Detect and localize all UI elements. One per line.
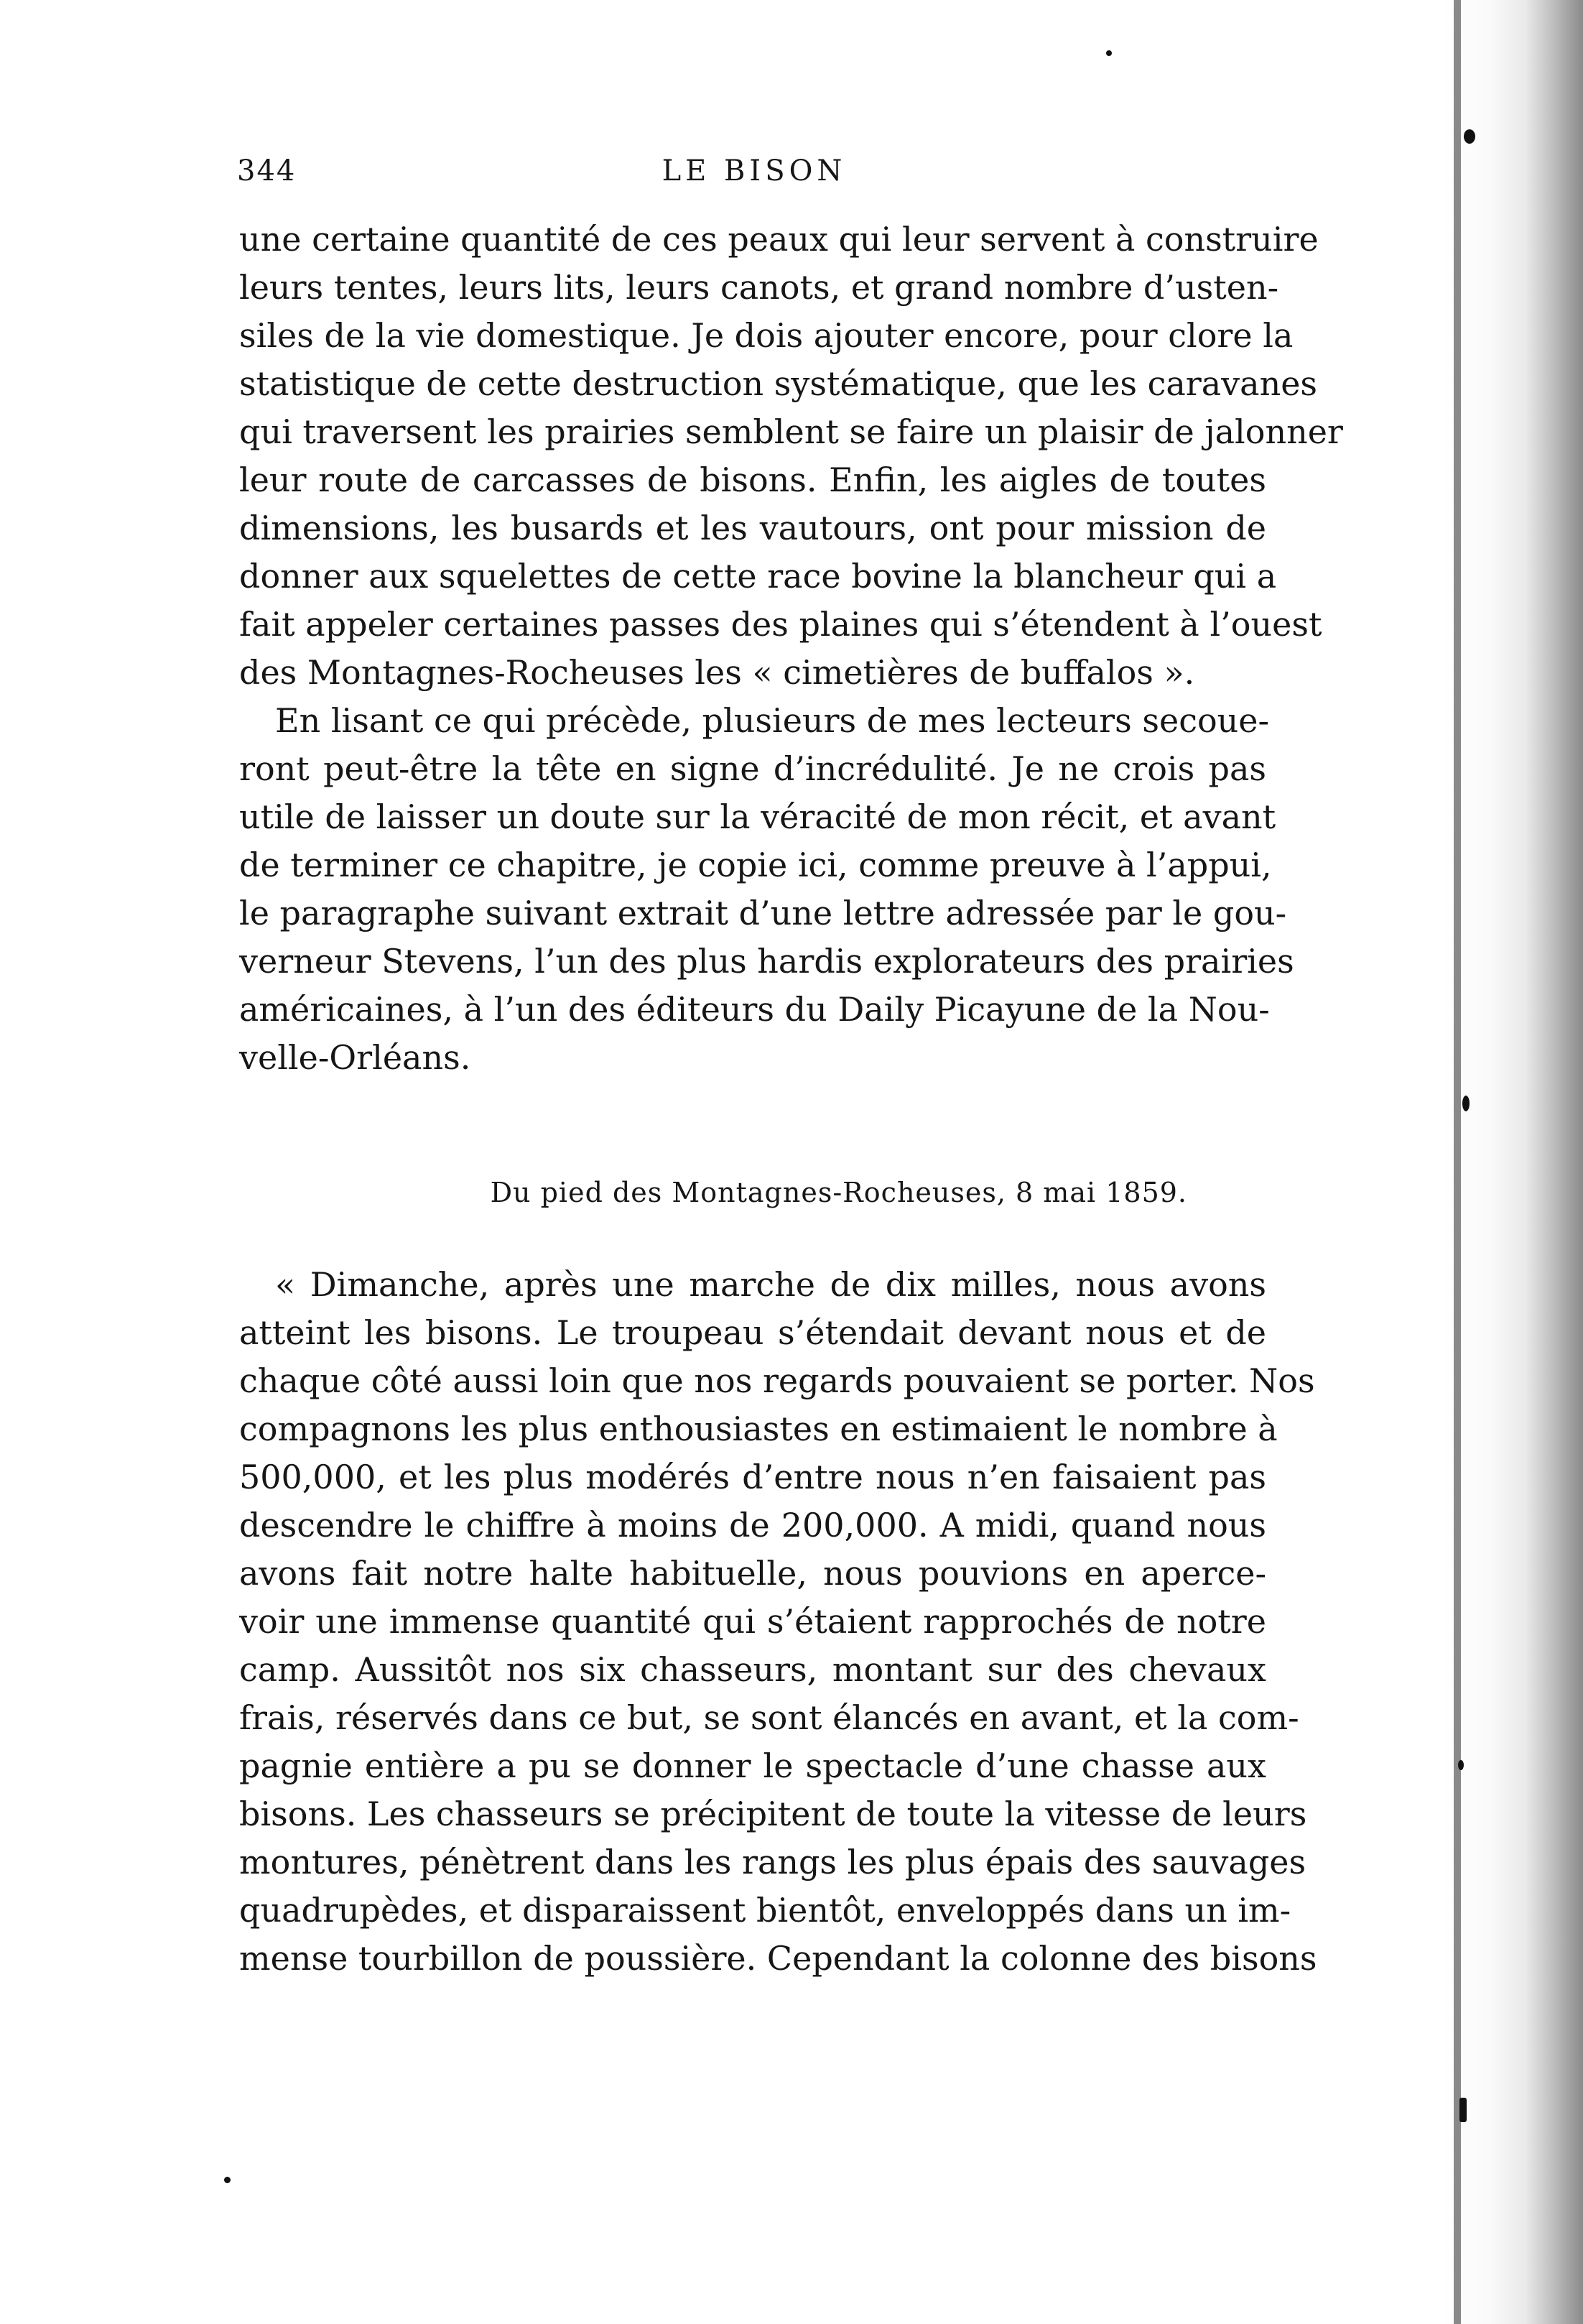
text-line: siles de la vie domestique. Je dois ajouter encore, pour clore la (239, 316, 1294, 355)
text-line: quadrupèdes, et disparaissent bientôt, enveloppés dans un im- (239, 1891, 1291, 1930)
text-line: voir une immense quantité qui s’étaient rapprochés de notre (239, 1602, 1266, 1641)
text-line: mense tourbillon de poussière. Cependant la colonne des bisons (239, 1939, 1317, 1978)
text-line: une certaine quantité de ces peaux qui leur servent à construire (239, 220, 1319, 259)
speck (1458, 1760, 1464, 1770)
text-line: velle-Orléans. (239, 1038, 471, 1077)
text-line: donner aux squelettes de cette race bovine la blancheur qui a (239, 557, 1277, 596)
main-text-quote (239, 1261, 1317, 1983)
text-line: compagnons les plus enthousiastes en estimaient le nombre à (239, 1409, 1278, 1448)
text-line: avons fait notre halte habituelle, nous pouvions en aperce- (239, 1554, 1266, 1593)
speck (1462, 1096, 1470, 1111)
page-binding-edge (1439, 0, 1583, 2324)
speck (224, 2177, 231, 2183)
text-line: descendre le chiffre à moins de 200,000. A midi, quand nous (239, 1506, 1266, 1545)
text-line: pagnie entière a pu se donner le spectacle d’une chasse aux (239, 1746, 1266, 1785)
text-line: dimensions, les busards et les vautours, ont pour mission de (239, 509, 1266, 547)
text-line: 500,000, et les plus modérés d’entre nous n’en faisaient pas (239, 1458, 1266, 1496)
text-line: camp. Aussitôt nos six chasseurs, montant sur des chevaux (239, 1650, 1266, 1689)
text-line: montures, pénètrent dans les rangs les plus épais des sauvages (239, 1843, 1306, 1881)
text-line: frais, réservés dans ce but, se sont élancés en avant, et la com- (239, 1698, 1299, 1737)
text-line: qui traversent les prairies semblent se faire un plaisir de jalonner (239, 412, 1343, 451)
text-line: fait appeler certaines passes des plaines qui s’étendent à l’ouest (239, 605, 1322, 644)
text-line: « Dimanche, après une marche de dix milles, nous avons (275, 1265, 1266, 1304)
running-title: LE BISON (661, 154, 847, 188)
main-text-top (239, 216, 1343, 1082)
text-line: statistique de cette destruction systématique, que les caravanes (239, 364, 1318, 403)
speck (1106, 50, 1112, 56)
text-line: atteint les bisons. Le troupeau s’étendait devant nous et de (239, 1313, 1266, 1352)
page-binding-shadow (1454, 0, 1461, 2324)
text-line: américaines, à l’un des éditeurs du Daily Picayune de la Nou- (239, 990, 1270, 1029)
letter-dateline: Du pied des Montagnes-Rocheuses, 8 mai 1859. (490, 1177, 1187, 1208)
text-line: des Montagnes-Rocheuses les « cimetières de buffalos ». (239, 653, 1195, 692)
running-head (237, 154, 1271, 205)
text-line: leur route de carcasses de bisons. Enfin, les aigles de toutes (239, 460, 1266, 499)
text-line: de terminer ce chapitre, je copie ici, comme preuve à l’appui, (239, 846, 1272, 884)
speck (1459, 2098, 1467, 2122)
text-line: bisons. Les chasseurs se précipitent de toute la vitesse de leurs (239, 1795, 1307, 1833)
text-line: utile de laisser un doute sur la véracité de mon récit, et avant (239, 797, 1276, 836)
speck (1464, 129, 1475, 144)
text-line: le paragraphe suivant extrait d’une lettre adressée par le gou- (239, 894, 1287, 932)
text-line: ront peut-être la tête en signe d’incrédulité. Je ne crois pas (239, 749, 1266, 788)
text-line: verneur Stevens, l’un des plus hardis explorateurs des prairies (239, 942, 1294, 981)
text-line: En lisant ce qui précède, plusieurs de mes lecteurs secoue- (275, 701, 1270, 740)
text-line: leurs tentes, leurs lits, leurs canots, et grand nombre d’usten- (239, 268, 1279, 307)
page-number: 344 (237, 154, 297, 188)
text-line: chaque côté aussi loin que nos regards pouvaient se porter. Nos (239, 1361, 1315, 1400)
